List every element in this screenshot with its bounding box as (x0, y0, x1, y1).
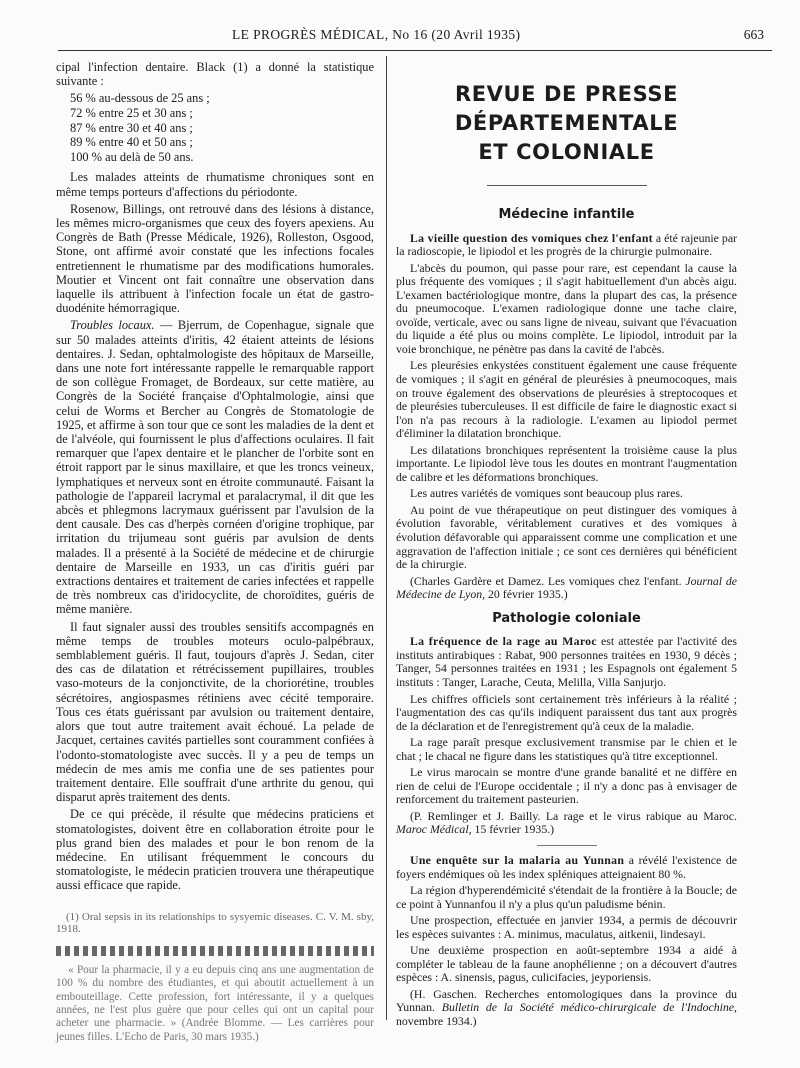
left-column (56, 60, 374, 1047)
section-title-pathologie-coloniale: Pathologie coloniale (492, 610, 641, 626)
pharmacy-note-text: « Pour la pharmacie, il y a eu depuis cinq ans une augmentation de 100 % du nombre des étudiantes, et qui aboutit actuellement à un embouteillage. Cette profession, fort intéressante, il y a quelques années, ne l'est plus guère que pour celles qui ont un capital pour acheter une pharmacie. » (Andrée Blomme. — Les carrières pour jeunes filles. L'Echo de Paris, 30 mars 1935.) (56, 963, 374, 1043)
citation-text: (P. Remlinger et J. Bailly. La rage et le virus rabique au Maroc. (410, 808, 737, 823)
revue-heading-line: REVUE DE PRESSE DÉPARTEMENTALE (454, 82, 679, 135)
subheading-troubles-locaux: Troubles locaux. (70, 318, 155, 333)
citation-date: 20 février 1935.) (485, 587, 568, 602)
article-rage (396, 635, 737, 689)
paragraph-dilatations: Les dilatations bronchiques représentent la troisième cause la plus importante. Le lipiodol lève tous les doutes en montrant l'augmentation de calibre et les déformations bronchiques. (396, 442, 737, 484)
statistics-item: 87 % entre 30 et 40 ans ; (70, 120, 193, 135)
paragraph-text: — Bjerrum, de Copenhague, signale que sur 50 malades atteints d'iritis, 42 étaient atteints de lésions dentaires. J. Sedan, ophtalmologiste des hôpitaux de Marseille, dans une note fort intéressante rappelle le remarquable rapport de son collègue Fromaget, de Bordeaux, sur cette matière, au Congrès de la Société française d'Ophtalmologie, ainsi que celui de Worms et Bercher au Congrès de Stomatologie de 1925, et affirme à son tour que ce sont les maladies de la dent et de l'alvéole, qui fournissent le plus d'affections oculaires. Il fait remarquer que l'apex dentaire et le plancher de l'orbite sont en étroit rapport par le sinus maxillaire, et que les troncs veineux, lymphatiques et nerveux sont en étroite communauté. Faisant la pathologie de l'appareil lacrymal et paralacrymal, il dit que les abcès et phlegmons lacrymaux guérissent par l'avulsion de la dent causale. Des cas d'herpès cornéen d'origine trophique, par irritation du trijumeau sont guéris par avulsion de dents malades. Il a présenté à la Société de médecine et de chirurgie dentaire de Marseille en 1933, un cas d'iritis guéri par extractions dentaires et traitement de caries infectées et rappelle de très nombreux cas d'iridocyclite, de choroïdites, guéris de même manière. (56, 318, 374, 617)
paragraph-prospection-2: Une deuxième prospection en août-septembre 1934 a aidé à compléter le tableau de la faune anophélienne ; on a découvert d'autres espèces : A. sinensis, pagus, culicifacies, jeyporiensis. (396, 943, 737, 985)
citation-remlinger (396, 810, 737, 837)
footnote-text: (1) Oral sepsis in its relationships to sysyemic diseases. C. V. M. sby, 1918. (56, 910, 374, 936)
statistics-item: 89 % entre 40 et 50 ans ; (70, 135, 193, 150)
paragraph-hyperendemicite: La région d'hyperendémicité s'étendait de la frontière à la Boucle; de ce point à Yunnanfou il n'y a plus qu'un paludisme bénin. (396, 883, 737, 911)
paragraph-transmission: La rage paraît presque exclusivement transmise par le chien et le chat ; le chacal ne figure dans les statistiques qu'à titre exceptionnel. (396, 735, 737, 763)
citation-gardere (396, 575, 737, 602)
paragraph-chiffres: Les chiffres officiels sont certainement très inférieurs à la réalité ; l'augmentation des cas qu'ils indiquent paraissent dus tant aux progrès de la déclaration et de l'enregistrement qu'à ceux de la maladie. (396, 691, 737, 733)
paragraph-pleuresies: Les pleurésies enkystées constituent également une cause fréquente de vomiques ; il s'agit en général de pleurésies à pneumocoques, mais on trouve également des observations de pleurésies à streptocoques et de pleurésies tuberculeuses. Il est difficile de faire le diagnostic exact si l'on n'a pas recours à la radiologie. L'examen au lipiodol permet d'éliminer la dilatation bronchique. (396, 358, 737, 441)
right-column (396, 60, 737, 1032)
statistics-item: 72 % entre 25 et 30 ans ; (70, 106, 193, 120)
paragraph-troubles-sensitifs: Il faut signaler aussi des troubles sensitifs accompagnés en même temps de troubles moteurs oculo-palpébraux, semblablement guéris. Il faut, toujours d'après J. Sedan, citer des cas de dilatation et rétrécissement pupillaires, troubles vaso-moteurs de la conjonctivite, de la choriorétine, troubles sécrétoires, angiospasmes rétiniens avec cécité temporaire. Tous ces états guérissant par avulsion ou traitement dentaire, alors que tout autre traitement avait échoué. La pelade de Jacquet, certaines cavités partielles sont couramment confiées à l'odonto-stomatologiste avec succès. Il y a peu de temps un médecin de mes amis me confia une de ses patientes pour traitement dentaire. Elle souffrait d'une arthrite du genou, qui disparut après traitement des dents. (56, 619, 374, 805)
heading-rule (487, 185, 647, 186)
article-lead: Une enquête sur la malaria au Yunnan (410, 852, 625, 867)
citation-text: (H. Gaschen. Recherches entomologiques dans la province du Yunnan. (396, 986, 737, 1015)
paragraph-therapeutique: Au point de vue thérapeutique on peut distinguer des vomiques à évolution favorable, véritablement curatives et des vomiques à évolution défavorable qui apparaissent comme une complication et une aggravation de l'affection initiale ; ce sont ces dernières qui bénéficient de la chirurgie. (396, 502, 737, 572)
running-header (0, 27, 800, 49)
article-text: a été rajeunie par la radioscopie, le lipiodol et les progrès de la chirurgie pulmonaire. (396, 230, 737, 259)
section-title-medecine-infantile: Médecine infantile (498, 207, 635, 222)
footnote (56, 907, 374, 936)
citation-date: 15 février 1935.) (471, 822, 555, 837)
citation-text: (Charles Gardère et Damez. Les vomiques chez l'enfant. (410, 573, 686, 588)
statistics-list (56, 91, 374, 164)
column-divider (386, 56, 387, 1020)
article-separator (537, 845, 597, 846)
citation-date: novembre 1934.) (396, 1013, 477, 1028)
citation-journal: Journal de Médecine de Lyon, (396, 573, 737, 602)
paragraph-rosenow: Rosenow, Billings, ont retrouvé dans des lésions à distance, les mêmes micro-organismes que ceux des foyers apexiens. Au Congrès de Bath (Presse Médicale, 1926), Rolleston, Osgood, Stone, ont affirmé avoir constaté que les infections focales entretiennent le rhumatisme par des modifications humorales. Moutier et Vincent ont fait connaître une observation dans laquelle ils attribuent à l'infection focale un état de gastro-duodénite hémorragique. (56, 201, 374, 316)
article-text: a révélé l'existence de foyers endémiques où les index spléniques atteignaient 80 %. (396, 852, 737, 881)
journal-title: LE PROGRÈS MÉDICAL, No 16 (20 Avril 1935) (232, 27, 521, 42)
citation-journal: Maroc Médical, (396, 822, 472, 837)
paragraph-virus: Le virus marocain se montre d'une grande banalité et ne diffère en rien de celui de l'Europe occidentale ; il n'y a donc pas à envisager de renforcement du traitement pasteurien. (396, 765, 737, 807)
header-rule (58, 50, 772, 51)
article-lead: La fréquence de la rage au Maroc (410, 634, 597, 649)
statistics-intro: cipal l'infection dentaire. Black (1) a donné la statistique suivante : (56, 60, 374, 89)
paragraph-autres: Les autres variétés de vomiques sont beaucoup plus rares. (410, 486, 683, 501)
revue-heading-line: ET COLONIALE (478, 140, 655, 164)
page-number: 663 (743, 27, 764, 42)
pharmacy-note (56, 964, 374, 1044)
ornamental-divider (56, 946, 374, 956)
paragraph-prospection-1: Une prospection, effectuée en janvier 1934, a permis de découvrir les espèces suivantes : A. minimus, maculatus, aitkenii, lindesayi. (396, 913, 737, 941)
citation-gaschen (396, 988, 737, 1029)
citation-journal: Bulletin de la Société médico-chirurgicale de l'Indochine, (441, 1000, 737, 1015)
article-vomiques (396, 232, 737, 259)
statistics-item: 100 % au delà de 50 ans. (70, 149, 194, 164)
paragraph-abces: L'abcès du poumon, qui passe pour rare, est cependant la cause la plus fréquente des vomiques ; il s'agit habituellement d'un abcès aigu. L'examen bactériologique montre, dans la plupart des cas, la présence du pneumocoque. L'examen radiologique donne une tache claire, ovoïde, verticale, avec ou sans ligne de niveau, suivant que l'évacuation du liquide a été plus ou moins complète. Le lipiodol, introduit par la voie bronchique, ne pénètre pas dans la cavité de l'abcès. (396, 260, 737, 356)
article-text: est attestée par l'activité des instituts antirabiques : Rabat, 900 personnes traitées en 1930, 9 décès ; Tanger, 54 personnes traitées en 1931 ; les Espagnols ont également 5 instituts : Tanger, Larache, Ceuta, Melilla, Villa Sanjurjo. (396, 634, 737, 689)
paragraph-conclusion: De ce qui précède, il résulte que médecins praticiens et stomatologistes, doivent être en collaboration étroite pour le plus grand bien des malades et pour le bon renom de la médecine. En utilisant fréquemment le concours du stomatologiste, le médecin praticien trouvera une thérapeutique aussi efficace que rapide. (56, 807, 374, 893)
article-lead: La vieille question des vomiques chez l'enfant (410, 230, 653, 245)
revue-heading (396, 80, 737, 167)
paragraph-rhumatisme: Les malades atteints de rhumatisme chroniques sont en même temps porteurs d'affections du périodonte. (56, 170, 374, 199)
article-malaria (396, 854, 737, 881)
statistics-item: 56 % au-dessous de 25 ans ; (70, 91, 210, 106)
paragraph-troubles-locaux (56, 318, 374, 616)
